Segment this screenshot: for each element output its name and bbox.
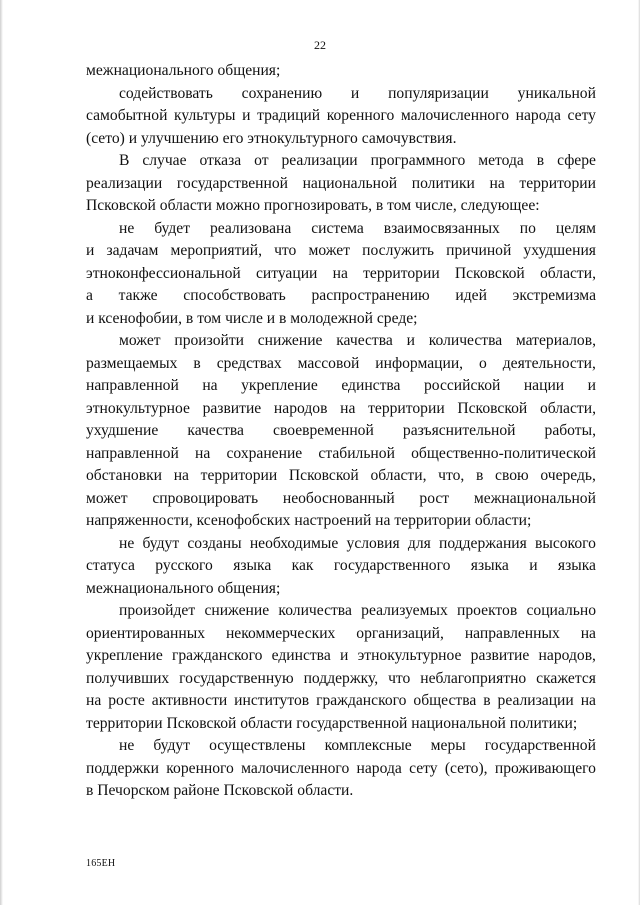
word: распространению <box>311 287 430 304</box>
word: работы, <box>544 422 596 439</box>
word: в <box>483 692 491 709</box>
text-line <box>86 690 596 713</box>
word: Псковской <box>288 467 359 484</box>
word: меры <box>430 737 466 754</box>
word: материалов, <box>515 332 596 349</box>
word: на <box>202 377 218 394</box>
word: направленных <box>464 624 560 642</box>
word: этнокультурное <box>357 647 462 664</box>
word: организаций, <box>356 624 444 642</box>
word: условия <box>346 534 400 552</box>
word: гражданского <box>316 692 407 709</box>
word: послужить <box>362 242 435 259</box>
word: случае <box>142 152 187 169</box>
document-body <box>86 60 596 803</box>
word: поддержки <box>86 759 159 777</box>
word: идей <box>455 287 487 304</box>
text-line: территории Псковской области государственной национальной политики; <box>86 714 578 732</box>
word: будут <box>153 737 191 754</box>
word: для <box>407 534 431 552</box>
word: области, <box>370 467 427 484</box>
word: взаимосвязанных <box>383 219 500 237</box>
word: массовой <box>297 354 360 372</box>
word: культуры <box>174 107 236 124</box>
text-line <box>86 398 596 421</box>
word: получивших <box>86 669 170 687</box>
word: малочисленного <box>241 759 350 777</box>
word: информации, <box>375 354 464 372</box>
word: поддержания <box>438 534 527 552</box>
word: сету <box>567 107 596 124</box>
word: народа <box>515 107 561 124</box>
word: росте <box>108 692 145 709</box>
word: области, <box>539 264 596 282</box>
text-line: (сето) и улучшению его этнокультурного самочувствия. <box>86 129 457 147</box>
word: не <box>119 737 135 754</box>
word: очередь, <box>540 467 596 484</box>
word: в <box>536 152 545 169</box>
word: свою <box>495 467 529 484</box>
word: что <box>274 242 297 259</box>
word: народа <box>356 759 402 777</box>
word: государственного <box>333 557 451 574</box>
word: содействовать <box>119 84 213 102</box>
word: сфере <box>557 152 596 169</box>
word: укрепление <box>86 647 163 664</box>
text-line: межнационального общения; <box>86 62 281 79</box>
scan-edge-left <box>0 0 3 905</box>
text-line <box>86 465 596 488</box>
word: скажется <box>536 669 596 687</box>
word: от <box>254 152 269 169</box>
word: задачам <box>106 242 159 259</box>
word: будут <box>142 534 180 552</box>
word: статуса <box>86 557 135 574</box>
word: проектов <box>457 602 518 619</box>
word: также <box>118 287 158 304</box>
text-line <box>86 218 596 241</box>
word: на <box>580 692 596 709</box>
text-line <box>86 443 596 466</box>
word: межнациональной <box>473 489 596 507</box>
word: реализации <box>86 174 163 192</box>
word: российской <box>423 377 501 394</box>
word: метода <box>478 152 524 169</box>
word: уникальной <box>517 84 596 102</box>
word: обстановки <box>86 467 163 484</box>
word: сету <box>409 759 438 777</box>
text-line <box>86 240 596 263</box>
word: осуществлены <box>209 737 306 754</box>
word: единства <box>271 647 331 664</box>
word: и <box>529 557 538 574</box>
word: система <box>311 219 364 237</box>
word: причиной <box>446 242 512 259</box>
text-line <box>86 735 596 758</box>
word: языка <box>470 557 509 574</box>
word: активности <box>151 692 228 709</box>
word: ориентированных <box>86 624 206 642</box>
word: что <box>388 669 411 687</box>
text-line: Псковской области можно прогнозировать, в том числе, следующее: <box>86 197 540 214</box>
text-line <box>86 645 596 668</box>
word: на <box>86 692 102 709</box>
word: и <box>86 242 95 259</box>
text-line <box>86 533 596 556</box>
page-number: 22 <box>314 38 326 52</box>
word: мероприятий, <box>170 242 262 259</box>
word: деятельности, <box>502 354 596 372</box>
word: высокого <box>535 534 596 552</box>
word: и <box>406 332 415 349</box>
word: произойти <box>174 332 244 349</box>
document-code: 165ЕН <box>86 858 116 869</box>
word: территории <box>200 467 278 484</box>
text-line: и ксенофобии, в том числе и в молодежной среде; <box>86 309 418 327</box>
word: популяризации <box>388 84 489 102</box>
word: необоснованный <box>282 489 395 507</box>
word: комплексные <box>324 737 412 754</box>
text-line <box>86 330 596 353</box>
word: укрепление <box>241 377 318 394</box>
word: традиций <box>257 107 321 124</box>
text-line <box>86 420 596 443</box>
word: качества <box>187 422 244 439</box>
word: не <box>119 219 135 237</box>
word: экстремизма <box>512 287 596 304</box>
word: единства <box>341 377 401 394</box>
word: языка <box>233 557 272 574</box>
word: средствах <box>216 354 282 372</box>
word: области, <box>539 399 596 417</box>
text-line <box>86 150 596 173</box>
word: целям <box>555 219 596 237</box>
text-line <box>86 600 596 623</box>
text-line <box>86 555 596 578</box>
word: общественно-политической <box>411 444 596 462</box>
word: спровоцировать <box>152 489 259 507</box>
word: отказа <box>199 152 242 169</box>
word: программного <box>370 152 466 169</box>
word: реализации <box>281 152 358 169</box>
word: государственной <box>484 737 596 754</box>
word: качества <box>336 332 393 349</box>
text-line <box>86 375 596 398</box>
text-line <box>86 285 596 308</box>
word: количества <box>428 332 503 349</box>
word: малочисленного <box>400 107 510 124</box>
word: произойдет <box>119 602 196 619</box>
word: количества <box>278 602 352 619</box>
word: В <box>119 152 130 169</box>
word: на <box>580 624 596 642</box>
text-line <box>86 353 596 376</box>
text-line <box>86 758 596 781</box>
word: ухудшения <box>523 242 596 259</box>
word: ухудшение <box>86 422 159 439</box>
word: не <box>119 534 135 552</box>
word: направленной <box>86 444 179 462</box>
word: этнокультурное <box>86 399 190 417</box>
word: народов, <box>538 647 596 664</box>
word: этноконфессиональной <box>86 264 241 282</box>
word: русского <box>155 557 213 574</box>
word: территории <box>519 174 596 192</box>
word: политики <box>411 174 475 192</box>
word: (сето), <box>444 759 488 777</box>
word: национальной <box>302 174 398 192</box>
word: на <box>173 467 189 484</box>
word: рост <box>419 489 450 507</box>
text-line <box>86 173 596 196</box>
word: на <box>195 444 211 462</box>
word: и <box>339 647 349 664</box>
word: реализации <box>497 692 574 709</box>
word: народов <box>273 399 328 417</box>
word: может <box>308 242 351 259</box>
word: коренного <box>166 759 234 777</box>
word: на <box>332 264 348 282</box>
word: реализована <box>209 219 292 237</box>
word: на <box>340 399 356 417</box>
word: как <box>291 557 314 574</box>
word: в <box>193 354 201 372</box>
word: Псковской <box>454 264 525 282</box>
word: созданы <box>187 534 242 552</box>
word: и <box>350 84 360 102</box>
word: самобытной <box>86 107 168 124</box>
word: направленной <box>86 377 179 394</box>
word: ситуации <box>255 264 318 282</box>
text-line <box>86 263 596 286</box>
word: необходимые <box>249 534 339 552</box>
word: государственной <box>176 174 288 192</box>
word: размещаемых <box>86 354 178 372</box>
word: в <box>475 467 484 484</box>
word: социально <box>526 602 596 619</box>
word: коренного <box>326 107 395 124</box>
word: общества <box>413 692 477 709</box>
text-line: в Печорском районе Псковской области. <box>86 782 354 799</box>
word: территории <box>368 399 445 417</box>
word: институтов <box>234 692 310 709</box>
word: Псковской <box>457 399 528 417</box>
word: гражданского <box>171 647 263 664</box>
word: сохранению <box>241 84 323 102</box>
word: способствовать <box>183 287 286 304</box>
word: будет <box>154 219 191 237</box>
word: может <box>86 489 128 507</box>
text-line <box>86 668 596 691</box>
word: нации <box>523 377 565 394</box>
word: по <box>519 219 536 237</box>
word: неблагоприятно <box>420 669 527 687</box>
word: своевременной <box>273 422 374 439</box>
text-line: межнационального общения; <box>86 579 281 597</box>
word: снижение <box>204 602 270 619</box>
text-line: напряженности, ксенофобских настроений на территории области; <box>86 512 532 529</box>
word: государственную <box>179 669 294 687</box>
word: поддержку, <box>303 669 379 687</box>
text-line <box>86 83 596 106</box>
word: снижение <box>257 332 323 349</box>
word: сохранение <box>226 444 303 462</box>
word: о <box>479 354 487 372</box>
word: проживающего <box>494 759 596 777</box>
text-line <box>86 488 596 511</box>
text-line <box>86 623 596 646</box>
word: реализуемых <box>361 602 448 619</box>
word: может <box>119 332 161 349</box>
word: развитие <box>202 399 262 417</box>
word: разъяснительной <box>402 422 516 439</box>
text-line <box>86 105 596 128</box>
word: развитие <box>470 647 530 664</box>
word: и <box>242 107 251 124</box>
word: что, <box>438 467 465 484</box>
word: некоммерческих <box>225 624 336 642</box>
word: и <box>587 377 596 394</box>
word: а <box>86 287 93 304</box>
word: языка <box>557 557 596 574</box>
word: территории <box>363 264 440 282</box>
word: на <box>489 174 505 192</box>
word: стабильной <box>318 444 395 462</box>
